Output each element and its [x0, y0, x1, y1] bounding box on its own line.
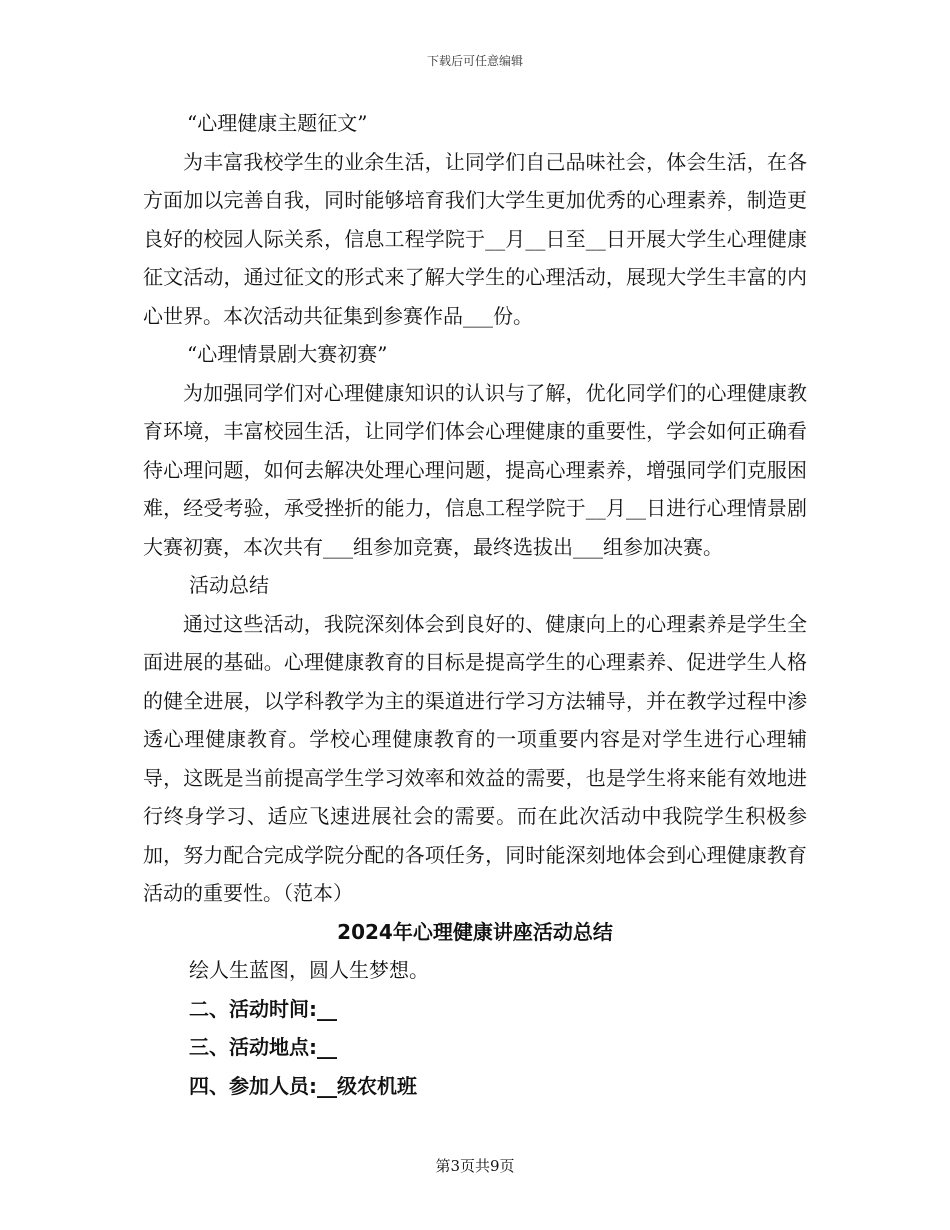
activity-time: 二、活动时间:__: [189, 996, 337, 1021]
participants: 四、参加人员:__级农机班: [189, 1073, 417, 1098]
slogan: 绘人生蓝图，圆人生梦想。: [189, 958, 429, 982]
page-header: 下载后可任意编辑: [426, 54, 523, 68]
drama-section-title: “心理情景剧大赛初赛”: [187, 342, 388, 366]
summary-paragraph: 通过这些活动，我院深刻体会到良好的、健康向上的心理素养是学生全面进展的基础。心理健康教育的目标是提高学生的心理素养、促进学生人格的健全进展，以学科教学为主的渠道进行学习方法辅导，并在教学过程中渗透心理健康教育。学校心理健康教育的一项重要内容是对学生进行心理辅导，这既是当前提高学生学习效率和效益的需要，也是学生将来能有效地进行终身学习、适应飞速进展社会的需要。而在此次活动中我院学生积极参加，努力配合完成学院分配的各项任务，同时能深刻地体会到心理健康教育活动的重要性。（范本）: [143, 611, 807, 905]
drama-paragraph: 为加强同学们对心理健康知识的认识与了解，优化同学们的心理健康教育环境，丰富校园生活，让同学们体会心理健康的重要性，学会如何正确看待心理问题，如何去解决处理心理问题，提高心理素养，增强同学们克服困难，经受考验，承受挫折的能力，信息工程学院于__月__日进行心理情景剧大赛初赛，本次共有___组参加竞赛，最终选拔出___组参加决赛。: [143, 380, 807, 559]
document-body: [143, 104, 807, 1105]
activity-location: 三、活动地点:__: [189, 1035, 337, 1059]
essay-section-title: “心理健康主题征文”: [187, 111, 368, 135]
essay-paragraph: 为丰富我校学生的业余生活，让同学们自己品味社会，体会生活，在各方面加以完善自我，同时能够培育我们大学生更加优秀的心理素养，制造更良好的校园人际关系，信息工程学院于__月__日至__日开展大学生心理健康征文活动，通过征文的形式来了解大学生的心理活动，展现大学生丰富的内心世界。本次活动共征集到参赛作品___份。: [143, 149, 807, 328]
summary-section-title: 活动总结: [189, 573, 269, 597]
page-footer: 第3页共9页: [435, 1157, 515, 1175]
document-title: 2024年心理健康讲座活动总结: [337, 919, 613, 944]
